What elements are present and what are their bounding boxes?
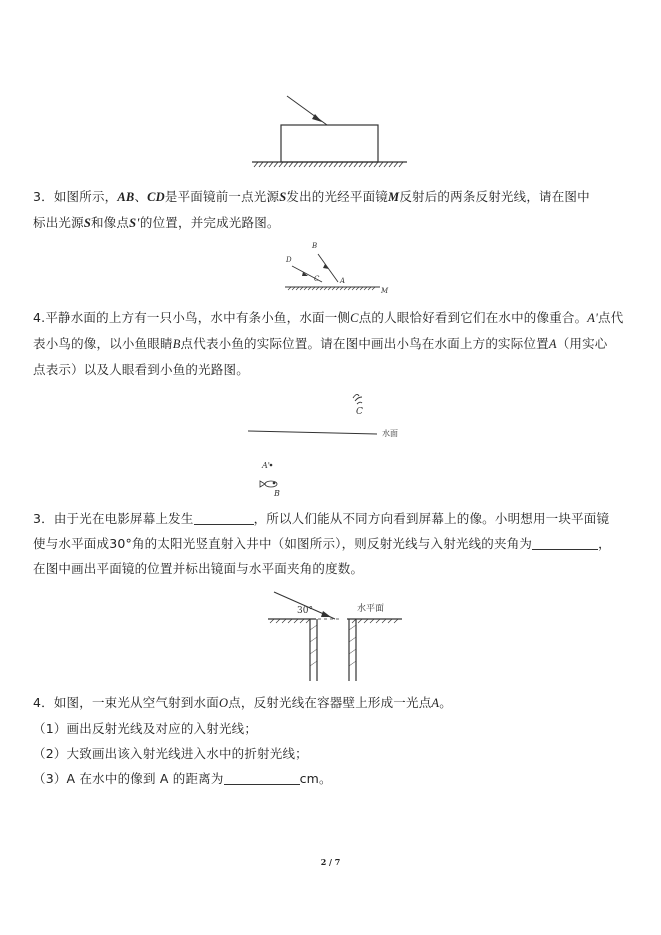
q3-text-b: 发出的光经平面镜 <box>286 189 388 204</box>
answer-blank-3[interactable] <box>224 770 300 785</box>
fig2-label-M: M <box>381 287 389 295</box>
q4b-item-1: （1）画出反射光线及对应的入射光线； <box>33 721 258 736</box>
q4b-text-b: 点，反射光线在容器壁上形成一光点 <box>228 695 432 710</box>
fig3-label-B: B <box>274 489 280 498</box>
q4a-text-c: 点代 <box>598 310 624 325</box>
fig3-label-C: C <box>356 407 363 417</box>
q3-text-a: 是平面镜前一点光源 <box>164 189 280 204</box>
label-M: M <box>387 190 400 204</box>
fig2-label-A: A <box>340 277 346 285</box>
q4b-item-2: （2）大致画出该入射光线进入水中的折射光线； <box>33 746 308 761</box>
q4a-text-b: 点的人眼恰好看到它们在水中的像重合。 <box>358 310 588 325</box>
label-CD: CD <box>147 190 165 204</box>
q3b-text-b: ，所以人们能从不同方向看到屏幕上的像。小明想用一块平面镜 <box>253 511 610 526</box>
q4b-text-d: （3）A 在水中的像到 A 的距离为 <box>33 771 224 786</box>
fig2-label-B: B <box>312 242 318 250</box>
label-A-prime: A' <box>587 311 599 325</box>
fig2-label-D: D <box>286 256 292 264</box>
q3b-text-c: 使与水平面成30°角的太阳光竖直射入井中（如图所示），则反射光线与入射光线的夹角为 <box>33 536 533 551</box>
q3-text-c: 反射后的两条反射光线，请在图中 <box>399 189 590 204</box>
label-A-spot: A <box>431 696 440 710</box>
q3b-text-a: 3．由于光在电影屏幕上发生 <box>33 511 194 526</box>
q3-sep: 、 <box>134 189 148 204</box>
page-number: 2 / 7 <box>320 857 341 867</box>
angle-label: 30° <box>297 606 313 616</box>
q4a-line-3: 点表示）以及人眼看到小鱼的光路图。 <box>33 362 249 377</box>
q4a-text-f: （用实心 <box>556 336 608 351</box>
sun-ray-arrow <box>321 611 331 617</box>
q4b-text-c: 。 <box>439 695 452 710</box>
label-S-prime: S' <box>129 216 140 230</box>
horizon-label: 水平面 <box>357 604 385 614</box>
q4a-text-a: 4.平静水面的上方有一只小鸟，水中有条小鱼，水面一侧 <box>33 310 351 325</box>
label-AB: AB <box>117 190 135 204</box>
q3-text-d: 标出光源 <box>33 215 84 230</box>
q3b-text-d: ， <box>598 536 611 551</box>
q3b-line-3: 在图中画出平面镜的位置并标出镜面与水平面夹角的度数。 <box>33 561 364 576</box>
q3-text-e: 和像点 <box>90 215 130 230</box>
label-S-2: S <box>83 216 91 230</box>
label-O: O <box>218 696 229 710</box>
fig3-label-A-prime: A' <box>262 461 270 470</box>
q3-text: 3．如图所示， <box>33 189 118 204</box>
label-A: A <box>548 337 557 351</box>
question-4-container <box>33 690 452 791</box>
q4b-text-a: 4．如图，一束光从空气射到水面 <box>33 695 219 710</box>
label-B: B <box>172 337 181 351</box>
q4b-item-3 <box>33 766 452 791</box>
q4a-text-d: 表小鸟的像，以小鱼眼睛 <box>33 336 173 351</box>
q3-text-f: 的位置，并完成光路图。 <box>139 215 280 230</box>
fig3-label-water: 水面 <box>382 429 398 438</box>
fig2-label-C: C <box>314 275 320 283</box>
q4b-text-e: cm。 <box>299 771 332 786</box>
q4a-text-e: 点代表小鱼的实际位置。请在图中画出小鸟在水面上方的实际位置 <box>180 336 549 351</box>
q4b-line-1 <box>33 690 452 716</box>
label-C: C <box>350 311 359 325</box>
label-S: S <box>279 190 287 204</box>
